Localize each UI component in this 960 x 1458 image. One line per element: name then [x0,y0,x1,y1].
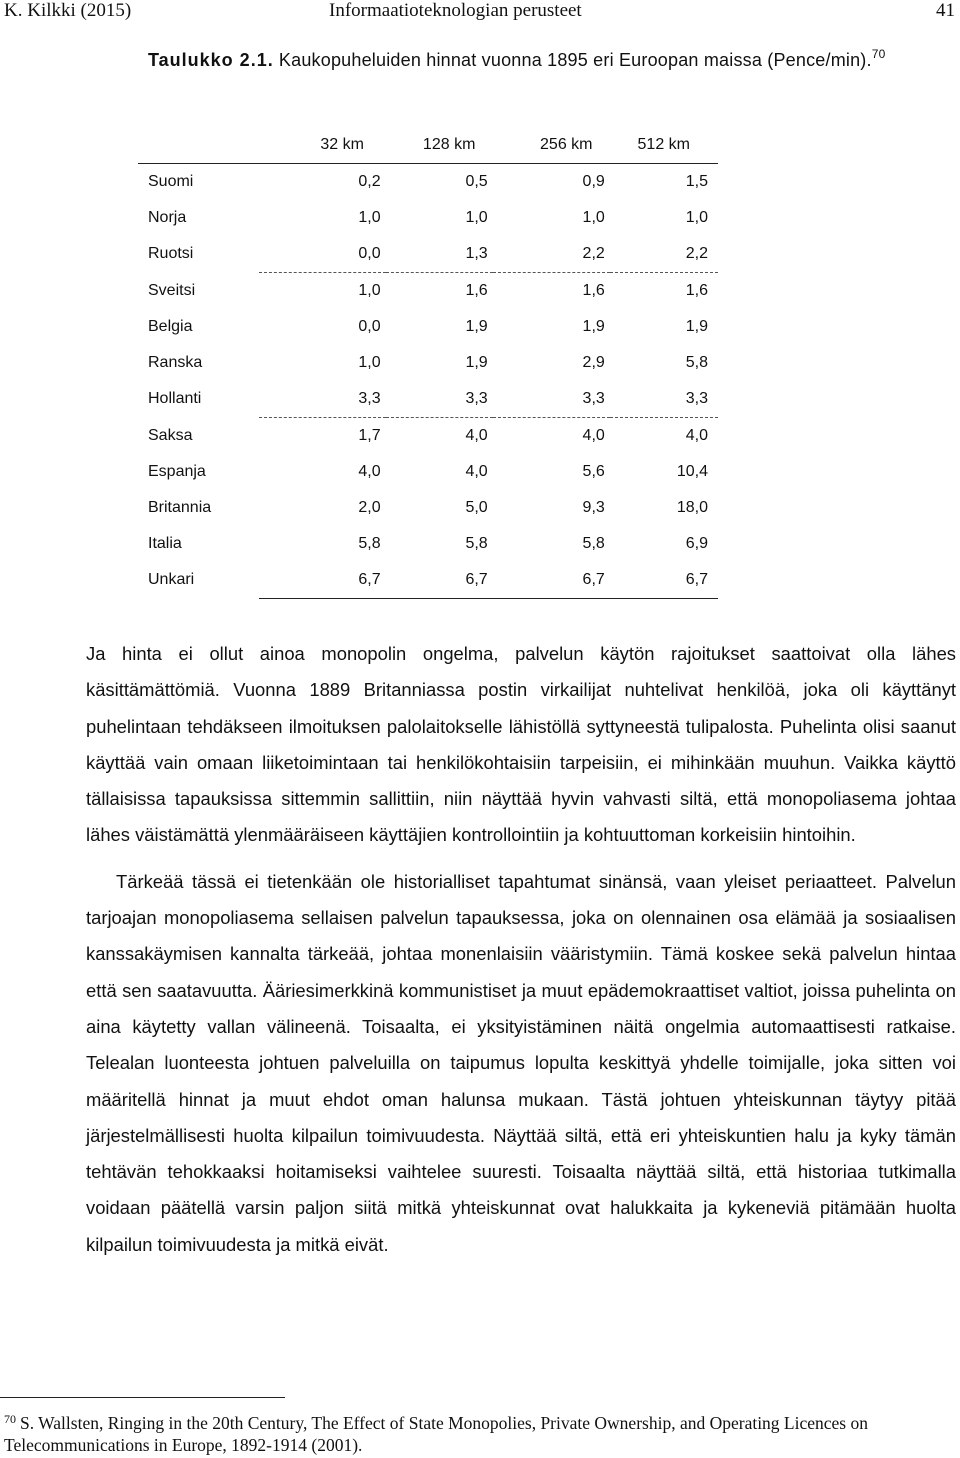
price-table [138,127,718,599]
value-cell: 1,0 [465,209,488,226]
value-cell: 1,3 [386,236,493,273]
value-cell: 1,7 [358,427,381,444]
footnote-number: 70 [4,1412,16,1426]
footnote-divider [0,1397,285,1398]
value-cell: 4,0 [582,427,605,444]
table-row [138,562,718,599]
table-row [138,381,718,418]
value-cell: 9,3 [582,499,605,516]
value-cell: 1,5 [685,173,708,190]
country-cell: Britannia [148,499,212,516]
table-row [138,236,718,273]
value-cell: 3,3 [493,381,610,418]
value-cell: 4,0 [465,427,488,444]
country-cell: Hollanti [148,390,202,408]
country-cell: Belgia [148,318,193,335]
value-cell: 1,0 [358,209,381,226]
value-cell: 1,0 [582,209,605,226]
paragraph: Ja hinta ei ollut ainoa monopolin ongelma, palvelun käytön rajoitukset saattoivat olla lähes käsittämättömiä. Vuonna 1889 Britanniassa postin virkailijat nuhtelivat henkilöä, joka oli käyttänyt puhelintaan tehdäkseen ilmoituksen palolaitokselle lähistöllä syttyneestä tulipalosta. Puhelinta olisi saanut käyttää vain omaan liiketoimintaan tai henkilökohtaisiin tarpeisiin, ei mihinkään muuhun. Vaikka käyttö tällaisissa tapauksissa sittemmin sallittiin, niin näyttää hyvin vahvasti siltä, että monopoliasema johtaa lähes väistämättä ylenmääräiseen käyttäjien kontrollointiin ja kohtuuttoman korkeisiin hintoihin. [86,643,956,846]
value-cell: 0,5 [465,173,488,190]
value-cell: 4,0 [465,463,488,480]
country-cell: Espanja [148,463,206,480]
table-row [138,490,718,526]
country-cell: Italia [148,535,182,552]
table-row [138,418,718,455]
value-cell: 0,9 [582,173,605,190]
page-number: 41 [936,0,955,21]
country-cell: Ranska [148,354,203,371]
table-header-row [138,127,718,164]
paragraph: Tärkeää tässä ei tietenkään ole historialliset tapahtumat sinänsä, vaan yleiset periaatteet. Palvelun tarjoajan monopoliasema sellaisen palvelun tapauksessa, joka on olennainen osa elämää ja sosiaalisen kanssakäymisen kannalta tärkeää, johtaa monenlaisiin vääristymiin. Tämä koskee sekä palvelun hintaa että sen saatavuutta. Ääriesimerkkinä kommunistiset ja muut epädemokraattiset valtiot, joissa puhelinta on aina käytetty vallan välineenä. Toisaalta, ei yksityistäminen näitä ongelmia automaattisesti ratkaise. Telealan luonteesta johtuen palveluilla on taipumus lopulta keskittyä yhdelle toimijalle, joka sitten voi määritellä hinnat ja muut ehdot oman halunsa mukaan. Tästä johtuen yhteiskunnan täytyy pitää järjestelmällisesti huolta kilpailun toimivuudesta. Näyttää siltä, että eri yhteiskuntien halu ja kyky tämän tehtävän tehokkaaksi hoitamiseksi vaihtelee suuresti. Toisaalta näyttää siltä, että historiaa tutkimalla voidaan päätellä varsin paljon siitä mitkä yhteiskunnat ovat halukkaita ja kykeneviä pitämään huolta kilpailun toimivuudesta ja mitkä eivät. [86,870,956,1255]
country-cell: Suomi [148,173,194,190]
value-cell: 3,3 [259,381,386,418]
value-cell: 6,7 [493,562,610,599]
footnote-text: S. Wallsten, Ringing in the 20th Century, The Effect of State Monopolies, Private Ownership, and Operating Licences on Telecommunications in Europe, 1892-1914 (2001). [4,1413,868,1455]
table-caption-footnote-ref: 70 [871,47,886,61]
value-cell: 1,6 [582,282,605,299]
value-cell: 3,3 [610,381,718,418]
country-cell: Norja [148,209,187,226]
value-cell: 2,2 [493,236,610,273]
value-cell: 1,0 [685,209,708,226]
header-author: K. Kilkki (2015) [4,0,132,21]
value-cell: 6,7 [259,562,386,599]
running-header [0,0,955,26]
value-cell: 2,0 [358,499,381,516]
value-cell: 1,6 [685,282,708,299]
value-cell: 5,6 [582,463,605,480]
value-cell: 1,0 [358,282,381,299]
column-header-128km: 128 km [386,127,493,164]
column-header-256km: 256 km [493,127,610,164]
value-cell: 1,9 [465,354,488,371]
header-title: Informaatioteknologian perusteet [329,0,582,21]
country-cell: Unkari [148,571,195,589]
value-cell: 10,4 [676,463,708,480]
value-cell: 1,9 [465,318,488,335]
body-text [86,636,956,1263]
value-cell: 6,9 [685,535,708,552]
value-cell: 5,8 [358,535,381,552]
footnote [4,1408,944,1456]
value-cell: 5,8 [685,354,708,371]
table-row [138,526,718,562]
value-cell: 2,2 [610,236,718,273]
value-cell: 5,0 [465,499,488,516]
value-cell: 0,2 [358,173,381,190]
country-cell: Saksa [148,426,193,444]
value-cell: 3,3 [386,381,493,418]
country-cell: Ruotsi [148,245,194,263]
value-cell: 5,8 [582,535,605,552]
column-header-country [138,127,259,164]
column-header-32km: 32 km [259,127,386,164]
value-cell: 4,0 [358,463,381,480]
table-row [138,200,718,236]
table-row [138,164,718,201]
value-cell: 1,9 [685,318,708,335]
value-cell: 0,0 [259,236,386,273]
column-header-512km: 512 km [610,127,718,164]
value-cell: 2,9 [582,354,605,371]
value-cell: 6,7 [386,562,493,599]
country-cell: Sveitsi [148,281,196,299]
table-row [138,309,718,345]
value-cell: 1,9 [582,318,605,335]
table-caption-text: Kaukopuheluiden hinnat vuonna 1895 eri Euroopan maissa (Pence/min). [278,50,872,70]
table-row [138,273,718,310]
value-cell: 1,6 [465,282,488,299]
table-caption-label: Taulukko 2.1. [148,50,274,70]
value-cell: 4,0 [685,427,708,444]
value-cell: 0,0 [358,318,381,335]
table-caption [148,47,885,71]
value-cell: 5,8 [465,535,488,552]
value-cell: 1,0 [358,354,381,371]
value-cell: 18,0 [676,499,708,516]
table-row [138,454,718,490]
value-cell: 6,7 [610,562,718,599]
table-row [138,345,718,381]
